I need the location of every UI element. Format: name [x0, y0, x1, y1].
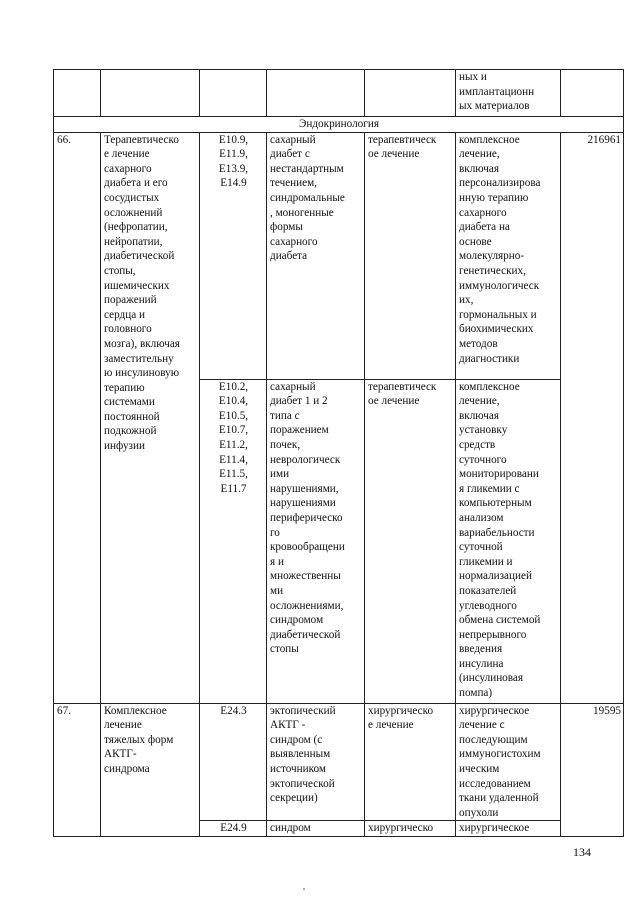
treatment-type: терапевтическ ое лечение [368, 133, 437, 161]
cost-norm: 19595 [593, 704, 621, 717]
cell-treatment [365, 132, 456, 379]
table-row [54, 703, 624, 821]
cell-norm [561, 703, 624, 837]
cell-norm [561, 70, 624, 117]
row-number: 67. [57, 704, 71, 717]
cell-number [54, 132, 101, 703]
cell-number [54, 70, 101, 117]
treatment-type: хирургическо е лечение [368, 704, 434, 732]
page-number: 134 [573, 845, 591, 859]
cell-norm [561, 132, 624, 703]
treatment-method: комплексное лечение, включая персонализирова нную терапию сахарного диабета на основе молекулярно- генетических, иммунологическ их, гормональных и биохимических методов диагностики [459, 133, 541, 365]
patient-model: сахарный диабет 1 и 2 типа с поражением почек, неврологическ ими нарушениями, нарушениями периферическо го кровообращени я и множественны ми осложнениями, синдромом диабетической стопы [270, 380, 345, 656]
cost-norm: 216961 [587, 133, 621, 146]
icd-codes: E24.3 [220, 704, 247, 717]
cell-method [456, 70, 561, 117]
cell-model [267, 70, 365, 117]
cell-codes [200, 821, 267, 837]
cell-number [54, 703, 101, 837]
procedure-name: Комплексное лечение тяжелых форм АКТГ- синдрома [104, 704, 174, 775]
cell-codes [200, 379, 267, 703]
treatment-method: хирургическое [459, 822, 530, 835]
patient-model: эктопический АКТГ - синдром (с выявленным источником эктопической секреции) [270, 704, 336, 805]
cell-model [267, 132, 365, 379]
section-header-row [54, 117, 624, 133]
treatment-method: комплексное лечение, включая установку средств суточного мониторировани я гликемии с компьютерным анализом вариабельности суточной гликемии и нормализацией показателей углеводного обмена системой непрерывного введения инсулина (инсулиновая помпа) [459, 380, 541, 700]
cell-name [101, 703, 200, 837]
cell-name [101, 70, 200, 117]
cell-codes [200, 70, 267, 117]
method-text: ных и имплантационн ых материалов [459, 71, 535, 113]
treatment-type: терапевтическ ое лечение [368, 380, 437, 408]
icd-codes: E24.9 [220, 822, 247, 835]
procedures-table [53, 69, 624, 837]
treatment-type: хирургическо [368, 822, 434, 835]
procedure-name: Терапевтическо е лечение сахарного диабета и его сосудистых осложнений (нефропатии, нейропатии, диабетической стопы, ишемических поражений сердца и головного мозга), включая заместительну ю инсулиновую терапию системами постоянной подкожной инфузии [104, 133, 180, 453]
cell-treatment [365, 821, 456, 837]
cell-method [456, 132, 561, 379]
icd-codes: E10.2, E10.4, E10.5, E10.7, E11.2, E11.4, E11.5, E11.7 [218, 380, 249, 495]
scan-speck [303, 888, 305, 890]
cell-treatment [365, 379, 456, 703]
patient-model: сахарный диабет с нестандартным течением, синдромальные , моногенные формы сахарного диабета [270, 133, 345, 263]
cell-method [456, 379, 561, 703]
cell-treatment [365, 70, 456, 117]
cell-model [267, 703, 365, 821]
icd-codes: E10.9, E11.9, E13.9, E14.9 [218, 133, 249, 190]
cell-codes [200, 132, 267, 379]
cell-method [456, 821, 561, 837]
cell-treatment [365, 703, 456, 821]
cell-method [456, 703, 561, 821]
cell-name [101, 132, 200, 703]
table-row [54, 132, 624, 379]
table-row-continuation [54, 70, 624, 117]
treatment-method: хирургическое лечение с последующим иммуногистохим ическим исследованием ткани удаленной опухоли [459, 704, 541, 819]
cell-codes [200, 703, 267, 821]
row-number: 66. [57, 133, 71, 146]
cell-model [267, 379, 365, 703]
cell-model [267, 821, 365, 837]
section-header: Эндокринология [54, 117, 624, 133]
patient-model: синдром [270, 822, 311, 835]
